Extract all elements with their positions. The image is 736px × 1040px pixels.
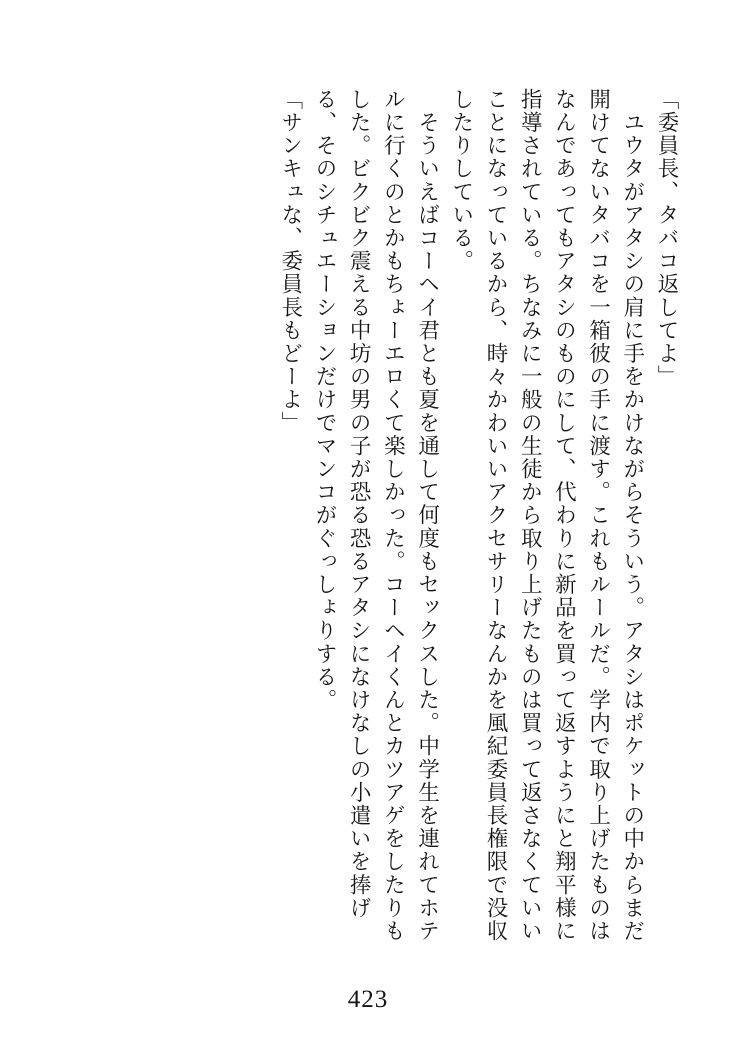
page-number: 423 xyxy=(347,986,389,1013)
page-body-text xyxy=(52,88,684,948)
paragraph: そういえばコーヘイ君とも夏を通して何度もセックスした。中学生を連れてホテルに行くのとかもちょーエロくて楽しかった。コーヘイくんとカツアゲをしたりもした。ビクビク震える中坊の男の子が恐る恐るアタシになけなしの小遣いを捧げる、そのシチュエーションだけでマンコがぐっしょりする。 xyxy=(312,88,440,943)
paragraph: 「委員長、タバコ返してよ」 xyxy=(655,88,679,389)
paragraph: ユウタがアタシの肩に手をかけながらそういう。アタシはポケットの中からまだ開けてないタバコを一箱彼の手に渡す。これもルールだ。学内で取り上げたものはなんであってもアタシのものにして、代わりに新品を買って返すようにと翔平様に指導されている。ちなみに一般の生徒から取り上げたものは買って返さなくていいことになっているから、時々かわいいアクセサリーなんかを風紀委員長権限で没収したりしている。 xyxy=(449,88,645,943)
paragraph: 「サンキュな、委員長もどーよ」 xyxy=(278,88,303,435)
